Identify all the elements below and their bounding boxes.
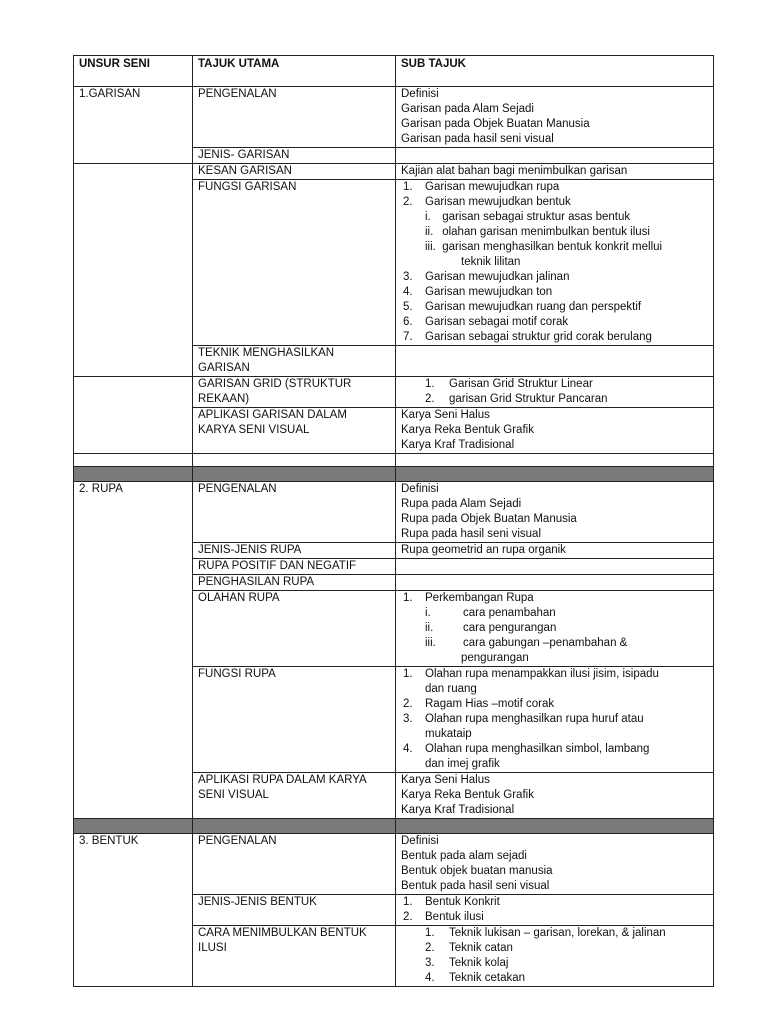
sub-tajuk-cell <box>396 377 714 408</box>
header-row <box>74 56 714 87</box>
list-item: 1. Teknik lukisan – garisan, lorekan, & jalinan <box>425 927 666 939</box>
tajuk-teknik-garisan: TEKNIK MENGHASILKAN GARISAN <box>193 346 396 377</box>
unsur-cell <box>74 164 193 377</box>
sub-tajuk-cell <box>396 482 714 543</box>
list-subitem: iii. garisan menghasilkan bentuk konkrit mellui <box>425 241 663 253</box>
sub-item: Rupa pada hasil seni visual <box>401 528 542 540</box>
list-item-continued: dan imej grafik <box>425 758 500 770</box>
list-item-continued: dan ruang <box>425 683 477 695</box>
tajuk-aplikasi-garisan: APLIKASI GARISAN DALAM KARYA SENI VISUAL <box>193 408 396 454</box>
sub-tajuk-cell <box>396 773 714 819</box>
unsur-rupa: 2. RUPA <box>74 482 193 819</box>
list-item: 5. Garisan mewujudkan ruang dan perspektif <box>403 301 642 313</box>
tajuk-pengenalan: PENGENALAN <box>193 834 396 895</box>
sub-item: Bentuk pada hasil seni visual <box>401 880 550 892</box>
table-row <box>74 482 714 543</box>
header-sub-tajuk: SUB TAJUK <box>396 56 714 87</box>
sub-item: Definisi <box>401 835 439 847</box>
sub-item: Bentuk pada alam sejadi <box>401 850 527 862</box>
sub-tajuk-cell <box>396 667 714 773</box>
list-item: 2. Ragam Hias –motif corak <box>403 698 555 710</box>
sub-item: Garisan pada Alam Sejadi <box>401 103 534 115</box>
list-item-continued: mukataip <box>425 728 472 740</box>
sub-item: Karya Reka Bentuk Grafik <box>401 789 534 801</box>
sub-item: Rupa pada Objek Buatan Manusia <box>401 513 577 525</box>
sub-tajuk-cell <box>396 591 714 667</box>
sub-item: Karya Kraf Tradisional <box>401 439 515 451</box>
table-row <box>74 87 714 148</box>
list-item: 2. Teknik catan <box>425 942 513 954</box>
sub-tajuk-cell <box>396 559 714 575</box>
sub-item: Garisan pada hasil seni visual <box>401 133 554 145</box>
tajuk-pengenalan: PENGENALAN <box>193 482 396 543</box>
tajuk-cara-bentuk-ilusi: CARA MENIMBULKAN BENTUK ILUSI <box>193 926 396 987</box>
list-subitem-continued: pengurangan <box>461 652 529 664</box>
list-item: 4. Garisan mewujudkan ton <box>403 286 553 298</box>
list-subitem: i. cara penambahan <box>425 607 556 619</box>
unsur-cell <box>74 377 193 454</box>
list-item: 6. Garisan sebagai motif corak <box>403 316 569 328</box>
sub-item: Bentuk objek buatan manusia <box>401 865 553 877</box>
header-tajuk-utama: TAJUK UTAMA <box>193 56 396 87</box>
list-item: 4. Teknik cetakan <box>425 972 526 984</box>
list-item: 1. Olahan rupa menampakkan ilusi jisim, isipadu <box>403 668 659 680</box>
sub-item: Karya Seni Halus <box>401 774 490 786</box>
table-row <box>74 164 714 180</box>
sub-tajuk-cell <box>396 926 714 987</box>
separator-row <box>74 819 714 834</box>
unsur-garisan: 1.GARISAN <box>74 87 193 164</box>
unsur-bentuk: 3. BENTUK <box>74 834 193 987</box>
tajuk-fungsi-garisan: FUNGSI GARISAN <box>193 180 396 346</box>
table-row <box>74 834 714 895</box>
tajuk-olahan-rupa: OLAHAN RUPA <box>193 591 396 667</box>
sub-item: Garisan pada Objek Buatan Manusia <box>401 118 590 130</box>
tajuk-jenis-bentuk: JENIS-JENIS BENTUK <box>193 895 396 926</box>
list-subitem: ii. olahan garisan menimbulkan bentuk ilusi <box>425 226 650 238</box>
list-subitem: ii. cara pengurangan <box>425 622 557 634</box>
tajuk-fungsi-rupa: FUNGSI RUPA <box>193 667 396 773</box>
list-item: 1. Bentuk Konkrit <box>403 896 500 908</box>
sub-tajuk-cell <box>396 895 714 926</box>
list-item: 2. Bentuk ilusi <box>403 911 484 923</box>
tajuk-kesan-garisan: KESAN GARISAN <box>193 164 396 180</box>
separator-row <box>74 467 714 482</box>
sub-tajuk-cell <box>396 408 714 454</box>
list-item: 3. Teknik kolaj <box>425 957 509 969</box>
table-row <box>74 377 714 408</box>
tajuk-jenis-garisan: JENIS- GARISAN <box>193 148 396 164</box>
list-item: 1. Garisan mewujudkan rupa <box>403 181 560 193</box>
list-item: 2. Garisan mewujudkan bentuk <box>403 196 571 208</box>
sub-item: Karya Seni Halus <box>401 409 490 421</box>
list-item: 3. Garisan mewujudkan jalinan <box>403 271 570 283</box>
list-subitem: iii. cara gabungan –penambahan & <box>425 637 628 649</box>
tajuk-rupa-positif: RUPA POSITIF DAN NEGATIF <box>193 559 396 575</box>
list-item: 3. Olahan rupa menghasilkan rupa huruf atau <box>403 713 644 725</box>
list-item: 2. garisan Grid Struktur Pancaran <box>425 393 608 405</box>
sub-tajuk-cell <box>396 346 714 377</box>
sub-tajuk-cell <box>396 180 714 346</box>
sub-tajuk-cell <box>396 87 714 148</box>
sub-item: Definisi <box>401 483 439 495</box>
tajuk-jenis-rupa: JENIS-JENIS RUPA <box>193 543 396 559</box>
sub-tajuk-cell <box>396 575 714 591</box>
list-item: 7. Garisan sebagai struktur grid corak berulang <box>403 331 652 343</box>
tajuk-garisan-grid: GARISAN GRID (STRUKTUR REKAAN) <box>193 377 396 408</box>
sub-tajuk-cell: Kajian alat bahan bagi menimbulkan garisan <box>396 164 714 180</box>
sub-tajuk-cell <box>396 148 714 164</box>
header-unsur-seni: UNSUR SENI <box>74 56 193 87</box>
sub-tajuk-cell <box>396 834 714 895</box>
sub-item: Rupa pada Alam Sejadi <box>401 498 522 510</box>
sub-item: Karya Kraf Tradisional <box>401 804 515 816</box>
spacer-row <box>74 454 714 467</box>
list-item: 1. Perkembangan Rupa <box>403 592 534 604</box>
tajuk-pengenalan: PENGENALAN <box>193 87 396 148</box>
sub-item: Karya Reka Bentuk Grafik <box>401 424 534 436</box>
tajuk-aplikasi-rupa: APLIKASI RUPA DALAM KARYA SENI VISUAL <box>193 773 396 819</box>
sub-tajuk-cell: Rupa geometrid an rupa organik <box>396 543 714 559</box>
list-subitem: i. garisan sebagai struktur asas bentuk <box>425 211 631 223</box>
list-subitem-continued: teknik lilitan <box>461 256 521 268</box>
syllabus-table <box>73 55 714 987</box>
sub-item: Definisi <box>401 88 439 100</box>
tajuk-penghasilan-rupa: PENGHASILAN RUPA <box>193 575 396 591</box>
list-item: 4. Olahan rupa menghasilkan simbol, lambang <box>403 743 650 755</box>
list-item: 1. Garisan Grid Struktur Linear <box>425 378 593 390</box>
